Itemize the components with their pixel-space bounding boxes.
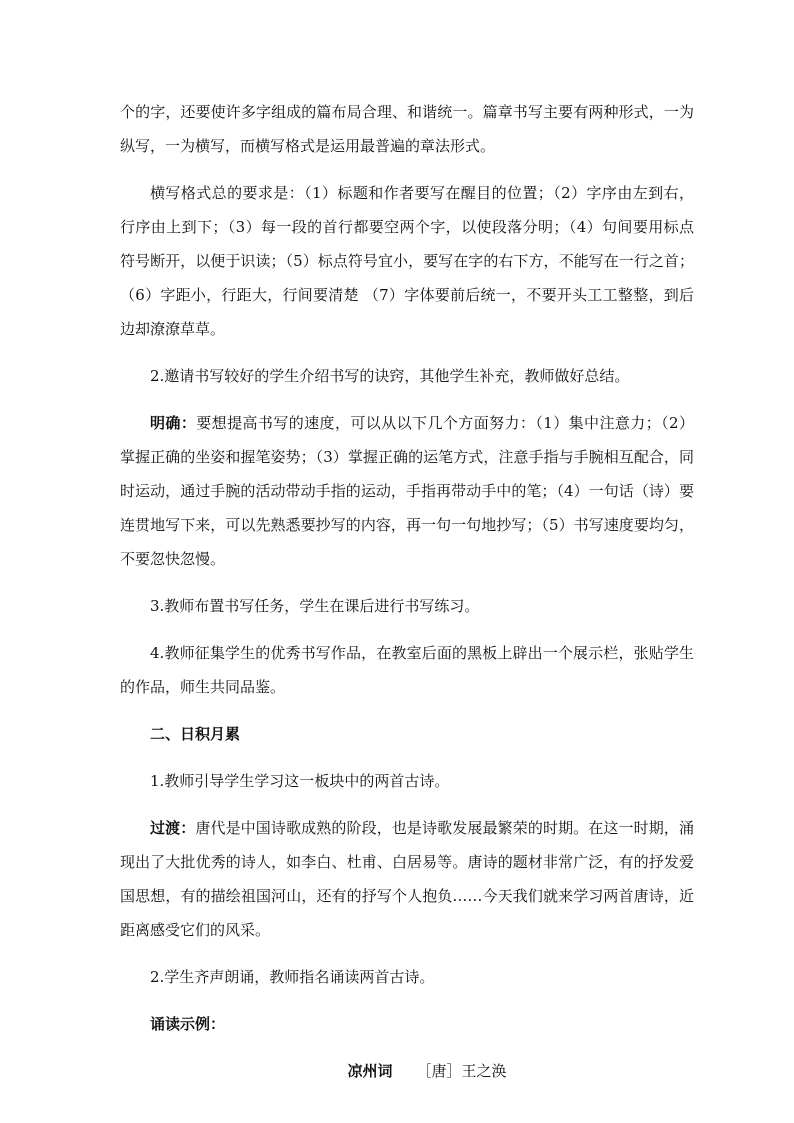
paragraph-layout-intro: 个的字，还要使许多字组成的篇布局合理、和谐统一。篇章书写主要有两种形式，一为纵写，一为横写，而横写格式是运用最普遍的章法形式。 xyxy=(120,103,694,155)
poem-dynasty: ［唐］ xyxy=(416,1062,462,1080)
poem-heading xyxy=(120,1054,694,1088)
transition-label: 过渡： xyxy=(150,819,196,837)
poem-title: 凉州词 xyxy=(347,1062,393,1080)
transition-text: 唐代是中国诗歌成熟的阶段，也是诗歌发展最繁荣的时期。在这一时期，涌现出了大批优秀的诗人，如李白、杜甫、白居易等。唐诗的题材非常广泛，有的抒发爱国思想，有的描绘祖国河山，还有的抒写个人抱负……今天我们就来学习两首唐诗，近距离感受它们的风采。 xyxy=(120,819,694,939)
section-heading-daily-accumulation: 二、日积月累 xyxy=(150,725,241,743)
paragraph-clarification xyxy=(120,406,694,576)
paragraph-step-3: 3.教师布置书写任务，学生在课后进行书写练习。 xyxy=(150,597,480,615)
paragraph-poem-step-1: 1.教师引导学生学习这一板块中的两首古诗。 xyxy=(150,772,450,790)
paragraph-transition xyxy=(120,811,694,947)
recitation-example-label: 诵读示例： xyxy=(150,1015,226,1033)
clarification-label: 明确： xyxy=(150,414,197,432)
clarification-text: 要想提高书写的速度，可以从以下几个方面努力：（1）集中注意力；（2）掌握正确的坐姿和握笔姿势；（3）掌握正确的运笔方式，注意手指与手腕相互配合，同时运动，通过手腕的活动带动手指的运动，手指再带动手中的笔；（4）一句话（诗）要连贯地写下来，可以先熟悉要抄写的内容，再一句一句地抄写；（5）书写速度要均匀，不要忽快忽慢。 xyxy=(120,414,694,568)
paragraph-step-2: 2.邀请书写较好的学生介绍书写的诀窍，其他学生补充，教师做好总结。 xyxy=(150,367,630,385)
paragraph-step-4: 4.教师征集学生的优秀书写作品，在教室后面的黑板上辟出一个展示栏，张贴学生的作品，师生共同品鉴。 xyxy=(120,644,694,696)
paragraph-horizontal-format-rules: 横写格式总的要求是：（1）标题和作者要写在醒目的位置；（2）字序由左到右，行序由上到下；（3）每一段的首行都要空两个字，以使段落分明；（4）句间要用标点符号断开，以便于识读；（5）标点符号宜小，要写在字的右下方，不能写在一行之首；（6）字距小，行距大，行间要清楚 （7）字体要前后统一，不要开头工工整整，到后边却潦潦草草。 xyxy=(120,184,694,338)
document-body xyxy=(120,95,694,1088)
paragraph-poem-step-2: 2.学生齐声朗诵，教师指名诵读两首古诗。 xyxy=(150,968,435,986)
poem-author: 王之涣 xyxy=(461,1062,507,1080)
